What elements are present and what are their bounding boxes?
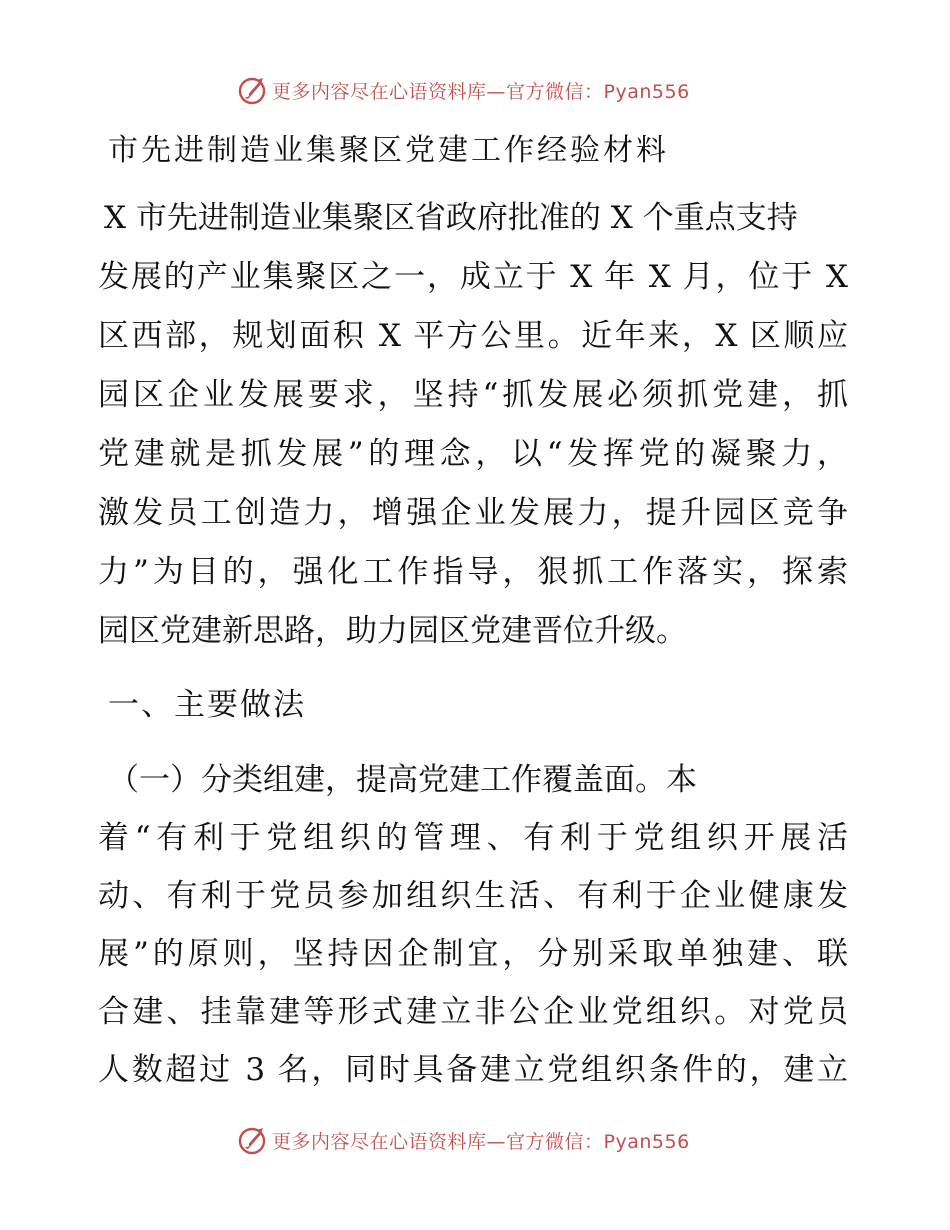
document-title: 市先进制造业集聚区党建工作经验材料 — [108, 133, 669, 168]
intro-line-1: X 市先进制造业集聚区省政府批准的 X 个重点支持 — [104, 200, 798, 236]
intro-line-6: 激发员工创造力，增强企业发展力，提升园区竞争 — [98, 495, 848, 531]
watermark-bottom — [236, 1123, 690, 1157]
subsection-line-4: 展”的原则，坚持因企制宜，分别采取单独建、联 — [98, 936, 848, 972]
quill-logo-icon — [236, 74, 268, 106]
quill-logo-icon — [236, 1124, 268, 1156]
intro-line-5: 党建就是抓发展”的理念，以“发挥党的凝聚力， — [98, 436, 848, 472]
section-heading: 一、主要做法 — [108, 687, 306, 723]
watermark-text: 更多内容尽在心语资料库—官方微信：Pyan556 — [272, 1130, 690, 1153]
watermark-top — [236, 73, 690, 107]
intro-line-3: 区西部，规划面积 X 平方公里。近年来，X 区顺应 — [98, 318, 848, 354]
subsection-line-1: （一）分类组建，提高党建工作覆盖面。本 — [108, 762, 697, 798]
intro-line-2: 发展的产业集聚区之一，成立于 X 年 X 月，位于 X — [98, 259, 848, 295]
watermark-text: 更多内容尽在心语资料库—官方微信：Pyan556 — [272, 80, 690, 103]
intro-line-8: 园区党建新思路，助力园区党建晋位升级。 — [98, 613, 687, 649]
subsection-line-3: 动、有利于党员参加组织生活、有利于企业健康发 — [98, 878, 848, 914]
intro-line-7: 力”为目的，强化工作指导，狠抓工作落实，探索 — [98, 554, 848, 590]
subsection-line-6: 人数超过 3 名，同时具备建立党组织条件的，建立 — [98, 1052, 848, 1088]
intro-line-4: 园区企业发展要求，坚持“抓发展必须抓党建，抓 — [98, 377, 848, 413]
subsection-line-2: 着“有利于党组织的管理、有利于党组织开展活 — [98, 820, 848, 856]
subsection-line-5: 合建、挂靠建等形式建立非公企业党组织。对党员 — [98, 994, 848, 1030]
